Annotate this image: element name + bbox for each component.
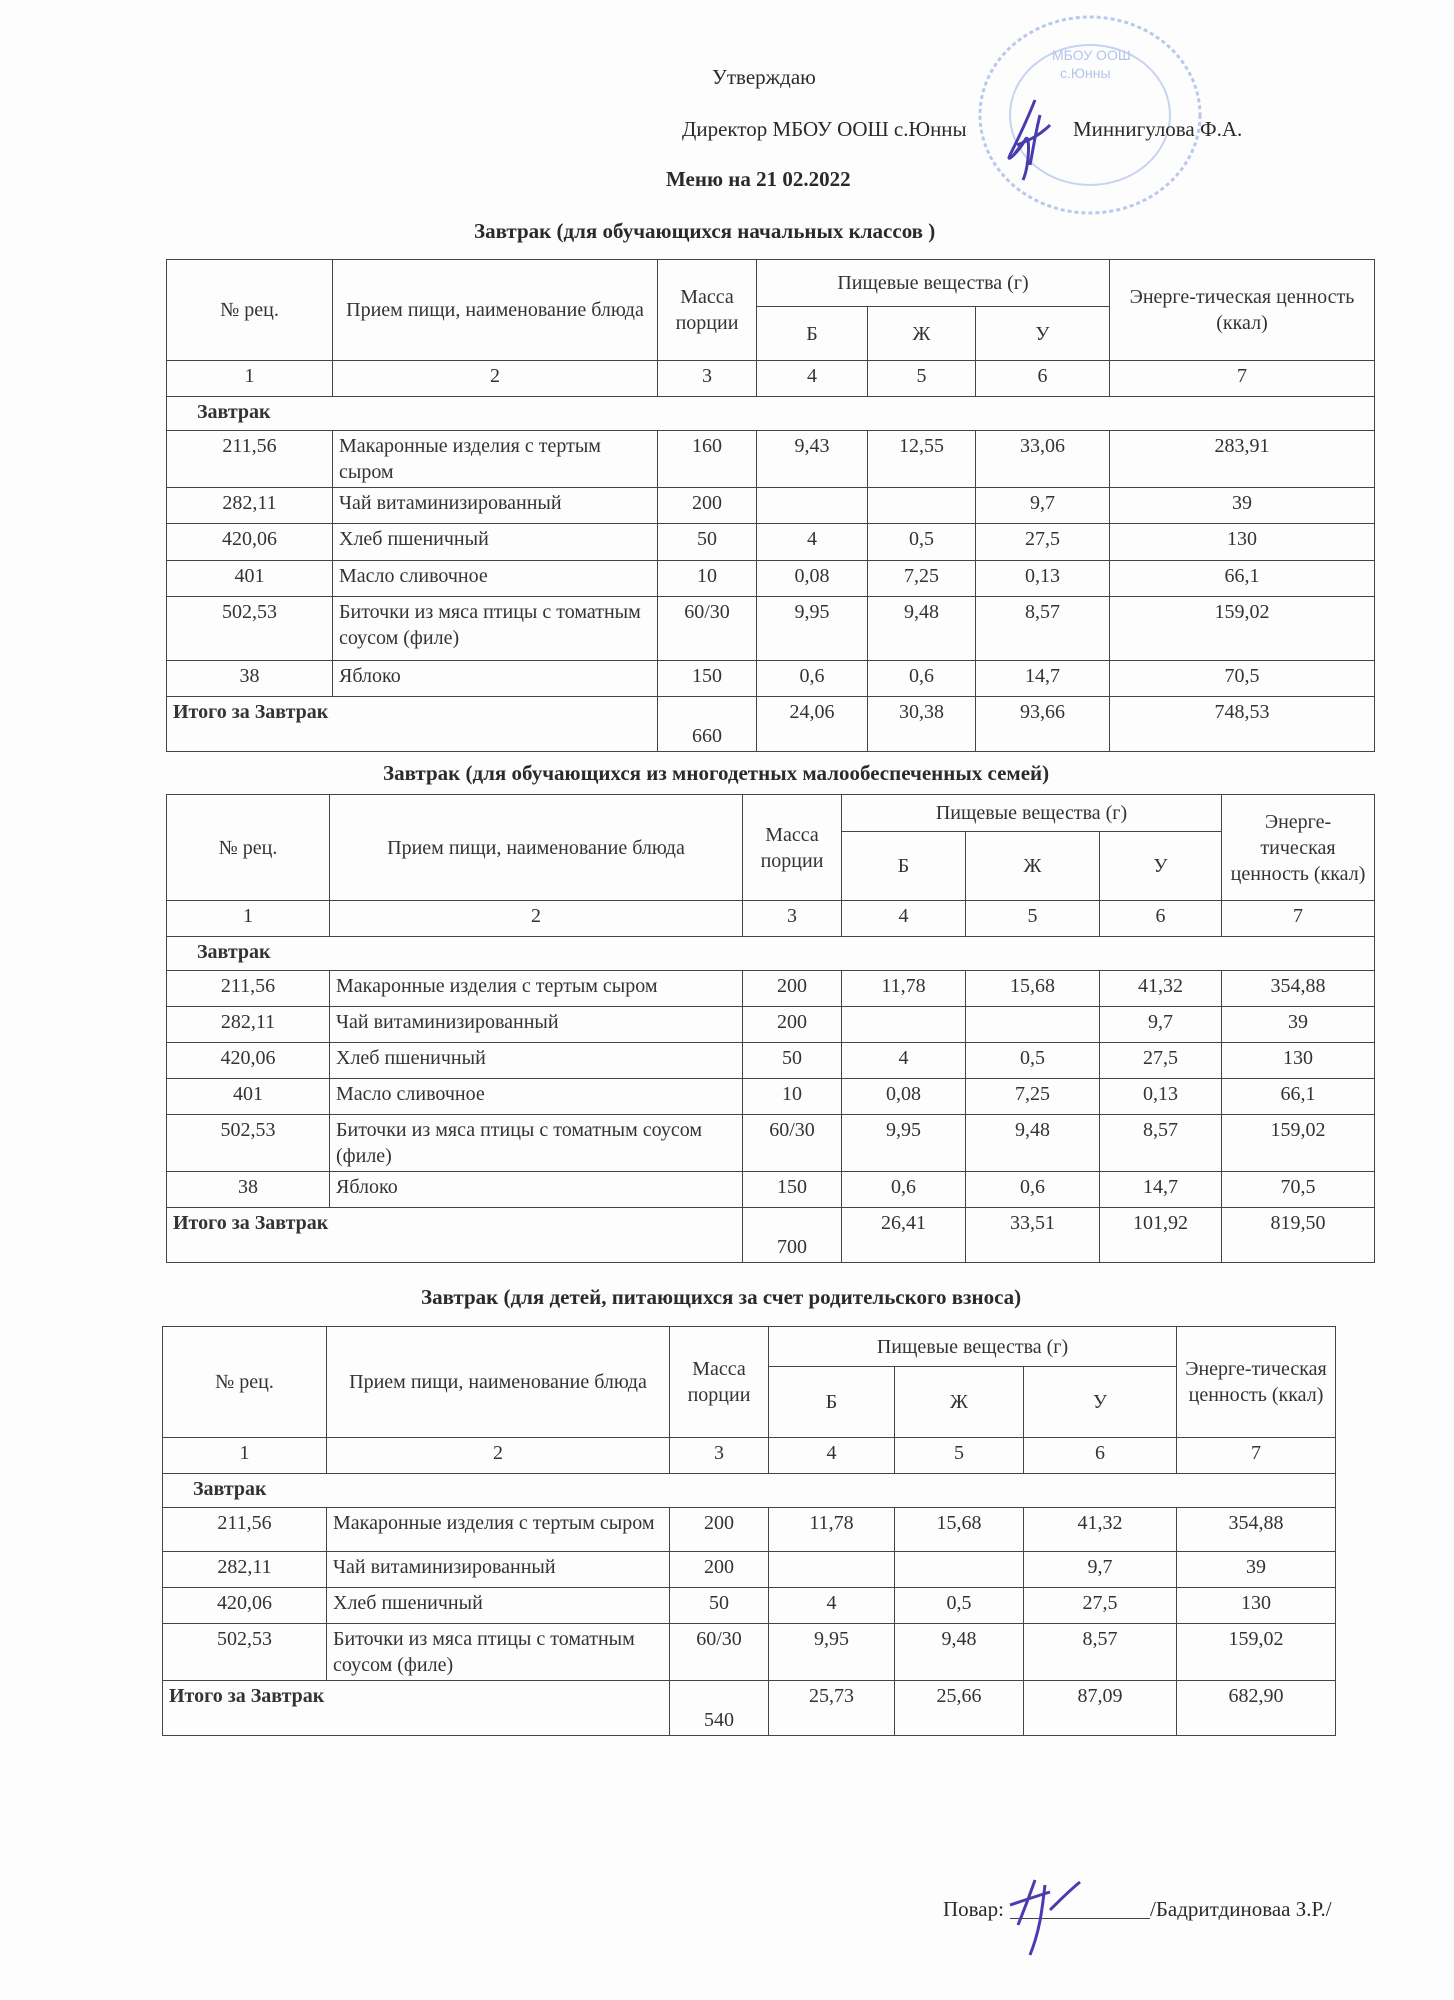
- carbs: 14,7: [976, 661, 1110, 697]
- column-number: 6: [976, 361, 1110, 397]
- total-fat: 33,51: [966, 1208, 1100, 1263]
- total-fat: 30,38: [868, 697, 976, 752]
- portion-mass: 200: [670, 1552, 769, 1588]
- dish-name: Хлеб пшеничный: [333, 524, 658, 561]
- total-fat: 25,66: [895, 1681, 1024, 1736]
- portion-mass: 160: [658, 431, 757, 488]
- recipe-number: 211,56: [167, 431, 333, 488]
- menu-table: [166, 259, 1375, 752]
- table-row: [167, 661, 1375, 697]
- portion-mass: 60/30: [670, 1624, 769, 1681]
- column-number: 1: [163, 1438, 327, 1474]
- energy: 39: [1222, 1007, 1375, 1043]
- column-number: 7: [1177, 1438, 1336, 1474]
- recipe-number: 282,11: [167, 1007, 330, 1043]
- column-number: 3: [743, 901, 842, 937]
- energy: 66,1: [1222, 1079, 1375, 1115]
- protein: [757, 488, 868, 524]
- table-title: Завтрак (для обучающихся из многодетных малообеспеченных семей): [383, 761, 1050, 785]
- recipe-number: 502,53: [163, 1624, 327, 1681]
- header-energy: Энерге-тическая ценность (ккал): [1110, 260, 1375, 361]
- total-carbs: 87,09: [1024, 1681, 1177, 1736]
- total-label: Итого за Завтрак: [167, 1208, 743, 1263]
- portion-mass: 60/30: [658, 597, 757, 661]
- header-num: № рец.: [163, 1327, 327, 1438]
- table-row: [167, 488, 1375, 524]
- protein: 4: [842, 1043, 966, 1079]
- protein: 11,78: [842, 971, 966, 1007]
- header-zh: Ж: [868, 307, 976, 361]
- header-zh: Ж: [895, 1367, 1024, 1438]
- protein: 4: [757, 524, 868, 561]
- table-row: [167, 1043, 1375, 1079]
- header-nutrients: Пищевые вещества (г): [757, 260, 1110, 307]
- table-row: [167, 971, 1375, 1007]
- protein: 0,08: [757, 561, 868, 597]
- table-title: Завтрак (для детей, питающихся за счет родительского взноса): [421, 1285, 1022, 1309]
- carbs: 9,7: [976, 488, 1110, 524]
- dish-name: Яблоко: [330, 1172, 743, 1208]
- menu-table: [166, 794, 1375, 1263]
- carbs: 33,06: [976, 431, 1110, 488]
- portion-mass: 60/30: [743, 1115, 842, 1172]
- header-num: № рец.: [167, 795, 330, 901]
- fat: 12,55: [868, 431, 976, 488]
- cook-signature: [1000, 1870, 1090, 1960]
- energy: 130: [1222, 1043, 1375, 1079]
- carbs: 41,32: [1100, 971, 1222, 1007]
- column-number: 2: [327, 1438, 670, 1474]
- portion-mass: 50: [658, 524, 757, 561]
- carbs: 27,5: [1100, 1043, 1222, 1079]
- fat: [966, 1007, 1100, 1043]
- svg-text:МБОУ ООШ: МБОУ ООШ: [1052, 47, 1131, 63]
- recipe-number: 211,56: [163, 1508, 327, 1552]
- column-number: 4: [769, 1438, 895, 1474]
- table-row: [163, 1624, 1336, 1681]
- column-number: 6: [1024, 1438, 1177, 1474]
- header-u: У: [976, 307, 1110, 361]
- director-name: Миннигулова Ф.А.: [1073, 117, 1243, 141]
- dish-name: Макаронные изделия с тертым сыром: [327, 1508, 670, 1552]
- portion-mass: 200: [743, 1007, 842, 1043]
- carbs: 0,13: [1100, 1079, 1222, 1115]
- energy: 70,5: [1222, 1172, 1375, 1208]
- protein: 9,95: [757, 597, 868, 661]
- carbs: 0,13: [976, 561, 1110, 597]
- fat: 7,25: [966, 1079, 1100, 1115]
- dish-name: Яблоко: [333, 661, 658, 697]
- fat: 0,5: [966, 1043, 1100, 1079]
- header-energy: Энерге-тическая ценность (ккал): [1177, 1327, 1336, 1438]
- portion-mass: 50: [743, 1043, 842, 1079]
- cook-label: Повар:: [943, 1897, 1004, 1921]
- portion-mass: 150: [658, 661, 757, 697]
- fat: [868, 488, 976, 524]
- dish-name: Масло сливочное: [333, 561, 658, 597]
- carbs: 27,5: [976, 524, 1110, 561]
- total-row: [167, 697, 1375, 752]
- svg-text:с.Юнны: с.Юнны: [1060, 65, 1111, 81]
- recipe-number: 38: [167, 1172, 330, 1208]
- recipe-number: 420,06: [167, 1043, 330, 1079]
- total-carbs: 101,92: [1100, 1208, 1222, 1263]
- fat: 0,6: [868, 661, 976, 697]
- total-energy: 748,53: [1110, 697, 1375, 752]
- dish-name: Хлеб пшеничный: [330, 1043, 743, 1079]
- carbs: 8,57: [1100, 1115, 1222, 1172]
- portion-mass: 150: [743, 1172, 842, 1208]
- energy: 66,1: [1110, 561, 1375, 597]
- table-row: [163, 1552, 1336, 1588]
- table-row: [167, 1007, 1375, 1043]
- total-energy: 819,50: [1222, 1208, 1375, 1263]
- fat: 15,68: [966, 971, 1100, 1007]
- fat: 0,5: [868, 524, 976, 561]
- table-row: [163, 1508, 1336, 1552]
- header-mass: Масса порции: [743, 795, 842, 901]
- header-u: У: [1024, 1367, 1177, 1438]
- protein: 9,95: [769, 1624, 895, 1681]
- header-b: Б: [842, 832, 966, 901]
- column-number: 7: [1110, 361, 1375, 397]
- header-energy: Энерге-тическая ценность (ккал): [1222, 795, 1375, 901]
- recipe-number: 420,06: [163, 1588, 327, 1624]
- fat: 0,6: [966, 1172, 1100, 1208]
- column-number: 3: [670, 1438, 769, 1474]
- carbs: 41,32: [1024, 1508, 1177, 1552]
- energy: 159,02: [1110, 597, 1375, 661]
- column-number: 5: [868, 361, 976, 397]
- column-number: 5: [966, 901, 1100, 937]
- cook-name: /Бадритдиноваа З.Р./: [1150, 1897, 1332, 1921]
- column-number: 3: [658, 361, 757, 397]
- approve-label: Утверждаю: [712, 65, 816, 89]
- dish-name: Чай витаминизированный: [333, 488, 658, 524]
- total-row: [163, 1681, 1336, 1736]
- recipe-number: 420,06: [167, 524, 333, 561]
- header-b: Б: [769, 1367, 895, 1438]
- recipe-number: 38: [167, 661, 333, 697]
- fat: 9,48: [966, 1115, 1100, 1172]
- energy: 70,5: [1110, 661, 1375, 697]
- protein: 4: [769, 1588, 895, 1624]
- dish-name: Макаронные изделия с тертым сыром: [330, 971, 743, 1007]
- director-signature: [995, 95, 1065, 185]
- dish-name: Макаронные изделия с тертым сыром: [333, 431, 658, 488]
- header-name: Прием пищи, наименование блюда: [327, 1327, 670, 1438]
- protein: 11,78: [769, 1508, 895, 1552]
- table-row: [167, 1172, 1375, 1208]
- table-row: [163, 1588, 1336, 1624]
- table-title: Завтрак (для обучающихся начальных классов ): [474, 219, 936, 243]
- header-name: Прием пищи, наименование блюда: [333, 260, 658, 361]
- fat: 7,25: [868, 561, 976, 597]
- protein: 9,43: [757, 431, 868, 488]
- menu-table: [162, 1326, 1336, 1736]
- dish-name: Чай витаминизированный: [327, 1552, 670, 1588]
- total-protein: 26,41: [842, 1208, 966, 1263]
- section-label: Завтрак: [167, 397, 1375, 431]
- director-label: Директор МБОУ ООШ с.Юнны: [682, 117, 967, 141]
- column-number: 4: [757, 361, 868, 397]
- total-label: Итого за Завтрак: [167, 697, 658, 752]
- energy: 354,88: [1222, 971, 1375, 1007]
- dish-name: Биточки из мяса птицы с томатным соусом (филе): [327, 1624, 670, 1681]
- protein: [769, 1552, 895, 1588]
- portion-mass: 200: [670, 1508, 769, 1552]
- total-energy: 682,90: [1177, 1681, 1336, 1736]
- column-number: 2: [330, 901, 743, 937]
- total-carbs: 93,66: [976, 697, 1110, 752]
- fat: 0,5: [895, 1588, 1024, 1624]
- energy: 159,02: [1177, 1624, 1336, 1681]
- carbs: 14,7: [1100, 1172, 1222, 1208]
- energy: 354,88: [1177, 1508, 1336, 1552]
- carbs: 9,7: [1024, 1552, 1177, 1588]
- protein: 9,95: [842, 1115, 966, 1172]
- column-number: 7: [1222, 901, 1375, 937]
- table-row: [167, 1079, 1375, 1115]
- carbs: 27,5: [1024, 1588, 1177, 1624]
- portion-mass: 10: [743, 1079, 842, 1115]
- total-mass: 700: [743, 1208, 842, 1263]
- dish-name: Биточки из мяса птицы с томатным соусом (филе): [330, 1115, 743, 1172]
- protein: 0,08: [842, 1079, 966, 1115]
- recipe-number: 401: [167, 561, 333, 597]
- table-row: [167, 431, 1375, 488]
- column-number: 1: [167, 361, 333, 397]
- energy: 130: [1110, 524, 1375, 561]
- column-number: 4: [842, 901, 966, 937]
- energy: 39: [1177, 1552, 1336, 1588]
- portion-mass: 50: [670, 1588, 769, 1624]
- menu-title: Меню на 21 02.2022: [666, 167, 851, 191]
- table-row: [167, 1115, 1375, 1172]
- section-label: Завтрак: [163, 1474, 1336, 1508]
- fat: 9,48: [895, 1624, 1024, 1681]
- energy: 130: [1177, 1588, 1336, 1624]
- column-number: 1: [167, 901, 330, 937]
- column-number: 5: [895, 1438, 1024, 1474]
- column-number: 2: [333, 361, 658, 397]
- table-row: [167, 561, 1375, 597]
- protein: 0,6: [842, 1172, 966, 1208]
- protein: [842, 1007, 966, 1043]
- header-b: Б: [757, 307, 868, 361]
- total-protein: 24,06: [757, 697, 868, 752]
- dish-name: Чай витаминизированный: [330, 1007, 743, 1043]
- header-nutrients: Пищевые вещества (г): [842, 795, 1222, 832]
- fat: 15,68: [895, 1508, 1024, 1552]
- dish-name: Масло сливочное: [330, 1079, 743, 1115]
- recipe-number: 502,53: [167, 597, 333, 661]
- portion-mass: 200: [658, 488, 757, 524]
- header-nutrients: Пищевые вещества (г): [769, 1327, 1177, 1367]
- header-zh: Ж: [966, 832, 1100, 901]
- fat: 9,48: [868, 597, 976, 661]
- total-protein: 25,73: [769, 1681, 895, 1736]
- recipe-number: 282,11: [163, 1552, 327, 1588]
- recipe-number: 211,56: [167, 971, 330, 1007]
- energy: 159,02: [1222, 1115, 1375, 1172]
- header-mass: Масса порции: [670, 1327, 769, 1438]
- table-row: [167, 597, 1375, 661]
- total-row: [167, 1208, 1375, 1263]
- carbs: 9,7: [1100, 1007, 1222, 1043]
- protein: 0,6: [757, 661, 868, 697]
- column-number: 6: [1100, 901, 1222, 937]
- section-label: Завтрак: [167, 937, 1375, 971]
- dish-name: Биточки из мяса птицы с томатным соусом (филе): [333, 597, 658, 661]
- header-mass: Масса порции: [658, 260, 757, 361]
- carbs: 8,57: [976, 597, 1110, 661]
- energy: 39: [1110, 488, 1375, 524]
- recipe-number: 502,53: [167, 1115, 330, 1172]
- portion-mass: 10: [658, 561, 757, 597]
- carbs: 8,57: [1024, 1624, 1177, 1681]
- portion-mass: 200: [743, 971, 842, 1007]
- header-name: Прием пищи, наименование блюда: [330, 795, 743, 901]
- dish-name: Хлеб пшеничный: [327, 1588, 670, 1624]
- total-label: Итого за Завтрак: [163, 1681, 670, 1736]
- energy: 283,91: [1110, 431, 1375, 488]
- recipe-number: 282,11: [167, 488, 333, 524]
- fat: [895, 1552, 1024, 1588]
- header-num: № рец.: [167, 260, 333, 361]
- recipe-number: 401: [167, 1079, 330, 1115]
- total-mass: 540: [670, 1681, 769, 1736]
- header-u: У: [1100, 832, 1222, 901]
- total-mass: 660: [658, 697, 757, 752]
- table-row: [167, 524, 1375, 561]
